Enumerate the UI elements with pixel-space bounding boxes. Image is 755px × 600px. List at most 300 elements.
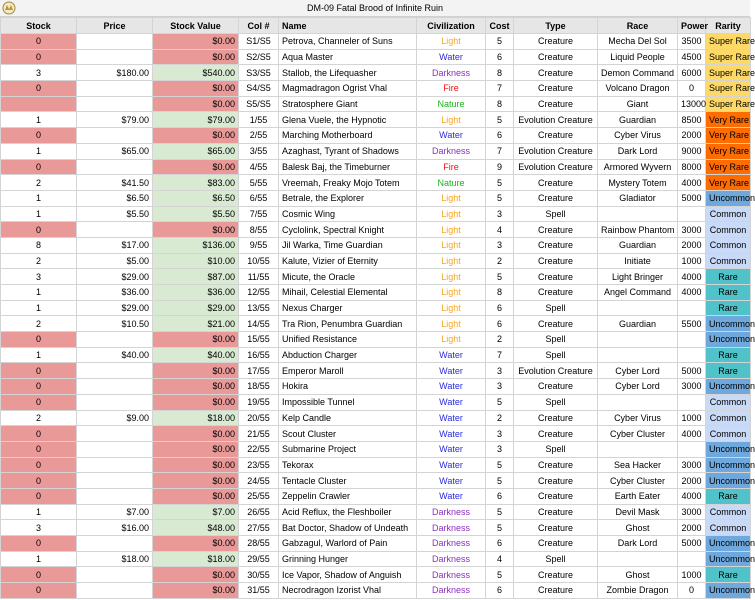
col-number-cell[interactable]: S1/S5 [239,34,279,50]
name-cell[interactable]: Cyclolink, Spectral Knight [279,222,417,238]
col-number-cell[interactable]: 2/55 [239,128,279,144]
stock-value-cell[interactable]: $87.00 [153,269,239,285]
power-cell[interactable] [678,394,706,410]
name-cell[interactable]: Submarine Project [279,441,417,457]
price-cell[interactable]: $7.00 [77,504,153,520]
stock-value-cell[interactable]: $0.00 [153,473,239,489]
type-cell[interactable]: Creature [514,237,598,253]
col-number-cell[interactable]: 8/55 [239,222,279,238]
price-cell[interactable] [77,426,153,442]
col-number-cell[interactable]: 29/55 [239,551,279,567]
cost-cell[interactable]: 9 [486,159,514,175]
power-cell[interactable] [678,551,706,567]
civilization-cell[interactable]: Light [417,222,486,238]
type-cell[interactable]: Creature [514,96,598,112]
type-cell[interactable]: Creature [514,536,598,552]
power-cell[interactable]: 3000 [678,222,706,238]
price-cell[interactable] [77,96,153,112]
rarity-cell[interactable]: Rare [706,567,751,583]
stock-cell[interactable]: 3 [1,269,77,285]
stock-value-cell[interactable]: $0.00 [153,457,239,473]
col-number-cell[interactable]: 22/55 [239,441,279,457]
rarity-cell[interactable]: Very Rare [706,143,751,159]
power-cell[interactable]: 2000 [678,237,706,253]
stock-value-cell[interactable]: $6.50 [153,190,239,206]
cost-cell[interactable]: 7 [486,143,514,159]
power-cell[interactable]: 5000 [678,363,706,379]
stock-value-cell[interactable]: $10.00 [153,253,239,269]
name-cell[interactable]: Scout Cluster [279,426,417,442]
race-cell[interactable] [598,300,678,316]
price-cell[interactable]: $6.50 [77,190,153,206]
stock-cell[interactable]: 0 [1,567,77,583]
power-cell[interactable]: 8000 [678,159,706,175]
race-cell[interactable]: Armored Wyvern [598,159,678,175]
name-cell[interactable]: Vreemah, Freaky Mojo Totem [279,175,417,191]
col-number-cell[interactable]: 10/55 [239,253,279,269]
col-number-cell[interactable]: 25/55 [239,488,279,504]
power-cell[interactable]: 5000 [678,536,706,552]
cost-cell[interactable]: 6 [486,300,514,316]
rarity-cell[interactable]: Common [706,237,751,253]
col-number-cell[interactable]: 17/55 [239,363,279,379]
name-cell[interactable]: Marching Motherboard [279,128,417,144]
rarity-cell[interactable]: Rare [706,488,751,504]
name-cell[interactable]: Kalute, Vizier of Eternity [279,253,417,269]
power-cell[interactable]: 2000 [678,520,706,536]
civilization-cell[interactable]: Light [417,206,486,222]
col-number-cell[interactable]: 3/55 [239,143,279,159]
rarity-cell[interactable]: Rare [706,285,751,301]
name-cell[interactable]: Glena Vuele, the Hypnotic [279,112,417,128]
price-cell[interactable]: $5.00 [77,253,153,269]
civilization-cell[interactable]: Fire [417,81,486,97]
stock-value-cell[interactable]: $0.00 [153,536,239,552]
type-cell[interactable]: Creature [514,190,598,206]
price-cell[interactable]: $36.00 [77,285,153,301]
rarity-cell[interactable]: Super Rare [706,49,751,65]
price-cell[interactable] [77,159,153,175]
race-cell[interactable] [598,347,678,363]
race-cell[interactable]: Devil Mask [598,504,678,520]
power-cell[interactable] [678,300,706,316]
type-cell[interactable]: Creature [514,567,598,583]
stock-cell[interactable]: 0 [1,426,77,442]
power-cell[interactable]: 4000 [678,269,706,285]
civilization-cell[interactable]: Light [417,253,486,269]
name-cell[interactable]: Tra Rion, Penumbra Guardian [279,316,417,332]
col-number-cell[interactable]: 16/55 [239,347,279,363]
cost-cell[interactable]: 3 [486,426,514,442]
stock-cell[interactable]: 1 [1,285,77,301]
cost-cell[interactable]: 6 [486,128,514,144]
stock-cell[interactable]: 1 [1,112,77,128]
col-number-cell[interactable]: 11/55 [239,269,279,285]
stock-value-cell[interactable]: $79.00 [153,112,239,128]
rarity-cell[interactable]: Super Rare [706,65,751,81]
type-cell[interactable]: Creature [514,128,598,144]
rarity-cell[interactable]: Uncommon [706,551,751,567]
col-number-cell[interactable]: 4/55 [239,159,279,175]
power-cell[interactable]: 4000 [678,285,706,301]
col-number-cell[interactable]: 30/55 [239,567,279,583]
civilization-cell[interactable]: Light [417,190,486,206]
cost-cell[interactable]: 5 [486,190,514,206]
cost-cell[interactable]: 6 [486,316,514,332]
power-cell[interactable] [678,441,706,457]
rarity-cell[interactable]: Very Rare [706,112,751,128]
name-cell[interactable]: Cosmic Wing [279,206,417,222]
race-cell[interactable]: Angel Command [598,285,678,301]
race-cell[interactable]: Liquid People [598,49,678,65]
race-cell[interactable]: Volcano Dragon [598,81,678,97]
cost-cell[interactable]: 4 [486,551,514,567]
price-cell[interactable] [77,567,153,583]
cost-cell[interactable]: 5 [486,520,514,536]
price-cell[interactable] [77,363,153,379]
rarity-cell[interactable]: Common [706,504,751,520]
race-cell[interactable]: Guardian [598,316,678,332]
cost-cell[interactable]: 3 [486,363,514,379]
power-cell[interactable]: 1000 [678,567,706,583]
stock-cell[interactable] [1,96,77,112]
race-cell[interactable]: Cyber Lord [598,379,678,395]
stock-cell[interactable]: 0 [1,394,77,410]
name-cell[interactable]: Balesk Baj, the Timeburner [279,159,417,175]
civilization-cell[interactable]: Light [417,332,486,348]
col-header-type[interactable]: Type [514,18,598,34]
stock-cell[interactable]: 0 [1,488,77,504]
race-cell[interactable]: Dark Lord [598,143,678,159]
civilization-cell[interactable]: Light [417,269,486,285]
name-cell[interactable]: Abduction Charger [279,347,417,363]
name-cell[interactable]: Necrodragon Izorist Vhal [279,583,417,599]
stock-value-cell[interactable]: $36.00 [153,285,239,301]
rarity-cell[interactable]: Very Rare [706,128,751,144]
col-header-stock-value[interactable]: Stock Value [153,18,239,34]
civilization-cell[interactable]: Water [417,363,486,379]
race-cell[interactable] [598,332,678,348]
type-cell[interactable]: Creature [514,222,598,238]
type-cell[interactable]: Creature [514,504,598,520]
rarity-cell[interactable]: Uncommon [706,441,751,457]
col-number-cell[interactable]: 19/55 [239,394,279,410]
race-cell[interactable]: Initiate [598,253,678,269]
stock-value-cell[interactable]: $0.00 [153,488,239,504]
civilization-cell[interactable]: Light [417,300,486,316]
stock-cell[interactable]: 1 [1,190,77,206]
name-cell[interactable]: Gabzagul, Warlord of Pain [279,536,417,552]
civilization-cell[interactable]: Darkness [417,536,486,552]
cost-cell[interactable]: 5 [486,269,514,285]
rarity-cell[interactable]: Super Rare [706,96,751,112]
rarity-cell[interactable]: Common [706,394,751,410]
rarity-cell[interactable]: Super Rare [706,34,751,50]
col-number-cell[interactable]: 26/55 [239,504,279,520]
type-cell[interactable]: Creature [514,488,598,504]
type-cell[interactable]: Creature [514,81,598,97]
stock-cell[interactable]: 0 [1,81,77,97]
stock-cell[interactable]: 2 [1,253,77,269]
power-cell[interactable]: 0 [678,81,706,97]
type-cell[interactable]: Spell [514,551,598,567]
stock-value-cell[interactable]: $0.00 [153,81,239,97]
name-cell[interactable]: Unified Resistance [279,332,417,348]
civilization-cell[interactable]: Light [417,285,486,301]
name-cell[interactable]: Tentacle Cluster [279,473,417,489]
stock-cell[interactable]: 0 [1,332,77,348]
price-cell[interactable]: $18.00 [77,551,153,567]
civilization-cell[interactable]: Water [417,347,486,363]
rarity-cell[interactable]: Uncommon [706,583,751,599]
race-cell[interactable] [598,441,678,457]
price-cell[interactable]: $79.00 [77,112,153,128]
civilization-cell[interactable]: Water [417,49,486,65]
price-cell[interactable]: $180.00 [77,65,153,81]
col-number-cell[interactable]: 31/55 [239,583,279,599]
price-cell[interactable] [77,394,153,410]
col-number-cell[interactable]: 24/55 [239,473,279,489]
stock-cell[interactable]: 3 [1,520,77,536]
stock-value-cell[interactable]: $0.00 [153,379,239,395]
race-cell[interactable]: Guardian [598,112,678,128]
rarity-cell[interactable]: Super Rare [706,81,751,97]
stock-cell[interactable]: 2 [1,175,77,191]
rarity-cell[interactable]: Common [706,410,751,426]
stock-value-cell[interactable]: $0.00 [153,159,239,175]
power-cell[interactable]: 3000 [678,457,706,473]
stock-value-cell[interactable]: $0.00 [153,567,239,583]
name-cell[interactable]: Impossible Tunnel [279,394,417,410]
col-number-cell[interactable]: 28/55 [239,536,279,552]
col-header-price[interactable]: Price [77,18,153,34]
stock-cell[interactable]: 2 [1,316,77,332]
stock-cell[interactable]: 1 [1,347,77,363]
race-cell[interactable]: Mecha Del Sol [598,34,678,50]
col-number-cell[interactable]: 20/55 [239,410,279,426]
stock-value-cell[interactable]: $40.00 [153,347,239,363]
type-cell[interactable]: Creature [514,34,598,50]
price-cell[interactable] [77,536,153,552]
race-cell[interactable]: Cyber Virus [598,128,678,144]
price-cell[interactable] [77,488,153,504]
rarity-cell[interactable]: Very Rare [706,159,751,175]
cost-cell[interactable]: 5 [486,112,514,128]
stock-value-cell[interactable]: $0.00 [153,96,239,112]
name-cell[interactable]: Stratosphere Giant [279,96,417,112]
rarity-cell[interactable]: Common [706,222,751,238]
cost-cell[interactable]: 3 [486,206,514,222]
stock-cell[interactable]: 0 [1,457,77,473]
stock-cell[interactable]: 0 [1,583,77,599]
race-cell[interactable]: Demon Command [598,65,678,81]
race-cell[interactable]: Dark Lord [598,536,678,552]
civilization-cell[interactable]: Water [417,128,486,144]
price-cell[interactable]: $29.00 [77,300,153,316]
power-cell[interactable]: 9000 [678,143,706,159]
price-cell[interactable] [77,34,153,50]
col-number-cell[interactable]: 6/55 [239,190,279,206]
civilization-cell[interactable]: Water [417,488,486,504]
stock-value-cell[interactable]: $65.00 [153,143,239,159]
cost-cell[interactable]: 8 [486,285,514,301]
rarity-cell[interactable]: Uncommon [706,332,751,348]
rarity-cell[interactable]: Common [706,520,751,536]
race-cell[interactable]: Gladiator [598,190,678,206]
civilization-cell[interactable]: Light [417,112,486,128]
power-cell[interactable]: 3000 [678,379,706,395]
civilization-cell[interactable]: Darkness [417,583,486,599]
type-cell[interactable]: Creature [514,457,598,473]
type-cell[interactable]: Spell [514,332,598,348]
stock-cell[interactable]: 0 [1,379,77,395]
civilization-cell[interactable]: Water [417,441,486,457]
col-header-race[interactable]: Race [598,18,678,34]
rarity-cell[interactable]: Uncommon [706,473,751,489]
price-cell[interactable] [77,473,153,489]
stock-cell[interactable]: 0 [1,159,77,175]
stock-cell[interactable]: 0 [1,49,77,65]
price-cell[interactable] [77,457,153,473]
stock-value-cell[interactable]: $540.00 [153,65,239,81]
rarity-cell[interactable]: Uncommon [706,190,751,206]
civilization-cell[interactable]: Light [417,237,486,253]
cost-cell[interactable]: 6 [486,583,514,599]
price-cell[interactable] [77,81,153,97]
type-cell[interactable]: Evolution Creature [514,143,598,159]
stock-value-cell[interactable]: $48.00 [153,520,239,536]
stock-cell[interactable]: 0 [1,128,77,144]
power-cell[interactable]: 2000 [678,128,706,144]
cost-cell[interactable]: 5 [486,504,514,520]
cost-cell[interactable]: 2 [486,410,514,426]
name-cell[interactable]: Aqua Master [279,49,417,65]
name-cell[interactable]: Micute, the Oracle [279,269,417,285]
civilization-cell[interactable]: Darkness [417,551,486,567]
type-cell[interactable]: Creature [514,285,598,301]
civilization-cell[interactable]: Nature [417,96,486,112]
stock-cell[interactable]: 1 [1,143,77,159]
race-cell[interactable]: Cyber Virus [598,410,678,426]
stock-value-cell[interactable]: $7.00 [153,504,239,520]
race-cell[interactable]: Ghost [598,567,678,583]
type-cell[interactable]: Evolution Creature [514,112,598,128]
type-cell[interactable]: Creature [514,175,598,191]
price-cell[interactable] [77,379,153,395]
stock-cell[interactable]: 1 [1,504,77,520]
power-cell[interactable]: 5000 [678,190,706,206]
col-header-stock[interactable]: Stock [1,18,77,34]
power-cell[interactable]: 8500 [678,112,706,128]
rarity-cell[interactable]: Rare [706,300,751,316]
price-cell[interactable]: $17.00 [77,237,153,253]
cost-cell[interactable]: 5 [486,394,514,410]
name-cell[interactable]: Kelp Candle [279,410,417,426]
rarity-cell[interactable]: Uncommon [706,536,751,552]
name-cell[interactable]: Betrale, the Explorer [279,190,417,206]
civilization-cell[interactable]: Light [417,34,486,50]
price-cell[interactable] [77,49,153,65]
price-cell[interactable] [77,222,153,238]
race-cell[interactable]: Cyber Lord [598,363,678,379]
stock-cell[interactable]: 2 [1,410,77,426]
civilization-cell[interactable]: Darkness [417,143,486,159]
civilization-cell[interactable]: Water [417,394,486,410]
race-cell[interactable] [598,551,678,567]
civilization-cell[interactable]: Water [417,379,486,395]
cost-cell[interactable]: 5 [486,567,514,583]
name-cell[interactable]: Magmadragon Ogrist Vhal [279,81,417,97]
rarity-cell[interactable]: Common [706,253,751,269]
race-cell[interactable]: Giant [598,96,678,112]
race-cell[interactable] [598,394,678,410]
race-cell[interactable]: Cyber Cluster [598,473,678,489]
civilization-cell[interactable]: Darkness [417,65,486,81]
power-cell[interactable] [678,206,706,222]
civilization-cell[interactable]: Water [417,457,486,473]
cost-cell[interactable]: 5 [486,34,514,50]
power-cell[interactable] [678,332,706,348]
cost-cell[interactable]: 8 [486,65,514,81]
stock-cell[interactable]: 0 [1,441,77,457]
stock-cell[interactable]: 0 [1,222,77,238]
stock-value-cell[interactable]: $29.00 [153,300,239,316]
stock-cell[interactable]: 1 [1,206,77,222]
stock-cell[interactable]: 0 [1,473,77,489]
stock-value-cell[interactable]: $0.00 [153,222,239,238]
name-cell[interactable]: Jil Warka, Time Guardian [279,237,417,253]
type-cell[interactable]: Creature [514,379,598,395]
type-cell[interactable]: Creature [514,316,598,332]
stock-cell[interactable]: 1 [1,300,77,316]
type-cell[interactable]: Creature [514,426,598,442]
rarity-cell[interactable]: Common [706,426,751,442]
price-cell[interactable] [77,441,153,457]
power-cell[interactable]: 5500 [678,316,706,332]
type-cell[interactable]: Spell [514,441,598,457]
rarity-cell[interactable]: Uncommon [706,316,751,332]
col-number-cell[interactable]: 1/55 [239,112,279,128]
name-cell[interactable]: Mihail, Celestial Elemental [279,285,417,301]
power-cell[interactable]: 1000 [678,253,706,269]
name-cell[interactable]: Ice Vapor, Shadow of Anguish [279,567,417,583]
name-cell[interactable]: Zeppelin Crawler [279,488,417,504]
power-cell[interactable]: 4000 [678,488,706,504]
type-cell[interactable]: Evolution Creature [514,159,598,175]
cost-cell[interactable]: 7 [486,347,514,363]
col-number-cell[interactable]: 9/55 [239,237,279,253]
name-cell[interactable]: Bat Doctor, Shadow of Undeath [279,520,417,536]
rarity-cell[interactable]: Uncommon [706,457,751,473]
name-cell[interactable]: Tekorax [279,457,417,473]
race-cell[interactable]: Mystery Totem [598,175,678,191]
col-number-cell[interactable]: S2/S5 [239,49,279,65]
cost-cell[interactable]: 5 [486,473,514,489]
price-cell[interactable] [77,583,153,599]
col-number-cell[interactable]: 12/55 [239,285,279,301]
power-cell[interactable] [678,347,706,363]
civilization-cell[interactable]: Nature [417,175,486,191]
civilization-cell[interactable]: Light [417,316,486,332]
race-cell[interactable]: Zombie Dragon [598,583,678,599]
stock-value-cell[interactable]: $0.00 [153,128,239,144]
stock-value-cell[interactable]: $21.00 [153,316,239,332]
price-cell[interactable]: $9.00 [77,410,153,426]
type-cell[interactable]: Spell [514,394,598,410]
stock-value-cell[interactable]: $0.00 [153,332,239,348]
type-cell[interactable]: Creature [514,520,598,536]
name-cell[interactable]: Hokira [279,379,417,395]
